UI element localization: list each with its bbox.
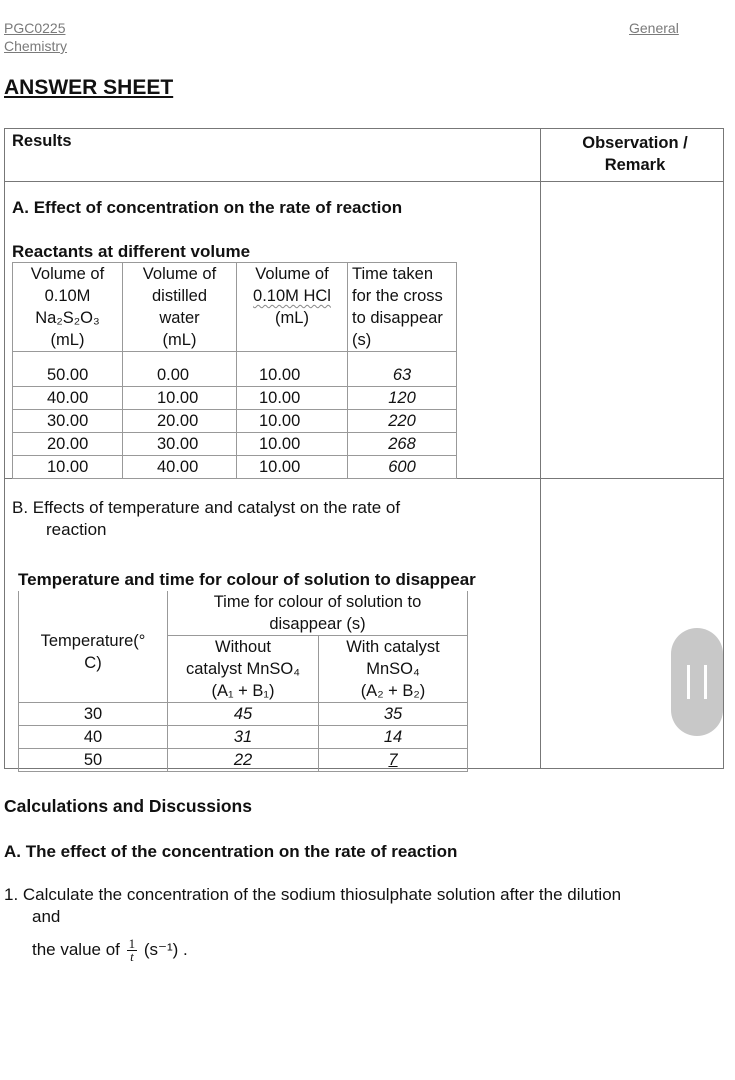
cell-without: 45 [168, 703, 319, 726]
pause-handle-button[interactable] [671, 628, 723, 736]
question-1: 1. Calculate the concentration of the sodium thiosulphate solution after the dilution [4, 885, 622, 904]
subject-name: Chemistry [4, 38, 68, 54]
table-row [13, 410, 457, 433]
cell-time: 268 [348, 433, 457, 456]
cell-hcl: 10.00 [237, 456, 348, 479]
cell-time: 220 [348, 410, 457, 433]
value-prefix: the value of [32, 940, 120, 959]
cell-water: 10.00 [123, 387, 237, 410]
cell-water: 20.00 [123, 410, 237, 433]
column-divider [540, 129, 541, 768]
header-time-taken: Time taken for the cross to disappear (s) [348, 263, 457, 352]
classification-label: General [629, 20, 679, 36]
cell-with: 14 [319, 726, 468, 749]
observation-header: Observation / Remark [582, 134, 688, 174]
cell-without: 31 [168, 726, 319, 749]
table-row [13, 387, 457, 410]
header-time-colour: Time for colour of solution to disappear (s) [168, 591, 468, 636]
cell-na2s2o3: 50.00 [13, 352, 123, 387]
pause-icon [687, 665, 707, 699]
cell-water: 40.00 [123, 456, 237, 479]
table-row [19, 749, 468, 772]
section-a-heading: A. Effect of concentration on the rate of reaction [12, 198, 403, 217]
table-header-row [19, 591, 468, 636]
cell-time: 600 [348, 456, 457, 479]
fraction-one-over-t [127, 938, 138, 963]
table-row [13, 433, 457, 456]
cell-with: 35 [319, 703, 468, 726]
results-header: Results [12, 132, 72, 150]
calculations-heading: Calculations and Discussions [4, 796, 252, 816]
header-hcl: Volume of 0.10M HCl (mL) [237, 263, 348, 352]
cell-temperature: 30 [19, 703, 168, 726]
table-row [19, 726, 468, 749]
question-1-cont: and [32, 907, 61, 926]
table-row [13, 456, 457, 479]
cell-with: 7 [319, 749, 468, 772]
section-b-heading-cont: reaction [46, 520, 107, 539]
fraction-denominator: t [130, 949, 134, 965]
page-title: ANSWER SHEET [4, 76, 174, 99]
section-a-subheading: Reactants at different volume [12, 242, 251, 261]
section-b-heading: B. Effects of temperature and catalyst on the rate of [12, 498, 401, 517]
cell-hcl: 10.00 [237, 352, 348, 387]
cell-water: 30.00 [123, 433, 237, 456]
section-b-subheading: Temperature and time for colour of solution to disappear [18, 570, 476, 589]
cell-water: 0.00 [123, 352, 237, 387]
header-na2s2o3: Volume of 0.10M Na₂S₂O₃ (mL) [13, 263, 123, 352]
header-with-catalyst: With catalyst MnSO₄ (A₂ + B₂) [319, 636, 468, 703]
header-water: Volume of distilled water (mL) [123, 263, 237, 352]
value-unit: (s⁻¹) . [143, 940, 188, 959]
temperature-table [18, 591, 468, 772]
table-row [13, 352, 457, 387]
course-code: PGC0225 [4, 20, 66, 36]
cell-temperature: 40 [19, 726, 168, 749]
cell-na2s2o3: 20.00 [13, 433, 123, 456]
concentration-table [12, 262, 457, 479]
calculations-subheading: A. The effect of the concentration on the rate of reaction [4, 842, 458, 861]
question-1-value [32, 934, 188, 966]
table-row [19, 703, 468, 726]
cell-without: 22 [168, 749, 319, 772]
cell-time: 63 [348, 352, 457, 387]
cell-hcl: 10.00 [237, 410, 348, 433]
header-without-catalyst: Without catalyst MnSO₄ (A₁ + B₁) [168, 636, 319, 703]
cell-na2s2o3: 30.00 [13, 410, 123, 433]
fraction-numerator: 1 [128, 936, 136, 952]
cell-hcl: 10.00 [237, 433, 348, 456]
cell-na2s2o3: 40.00 [13, 387, 123, 410]
header-divider [5, 181, 723, 182]
table-header-row [13, 263, 457, 352]
cell-temperature: 50 [19, 749, 168, 772]
cell-na2s2o3: 10.00 [13, 456, 123, 479]
cell-hcl: 10.00 [237, 387, 348, 410]
header-temperature: Temperature(° C) [19, 591, 168, 703]
cell-time: 120 [348, 387, 457, 410]
